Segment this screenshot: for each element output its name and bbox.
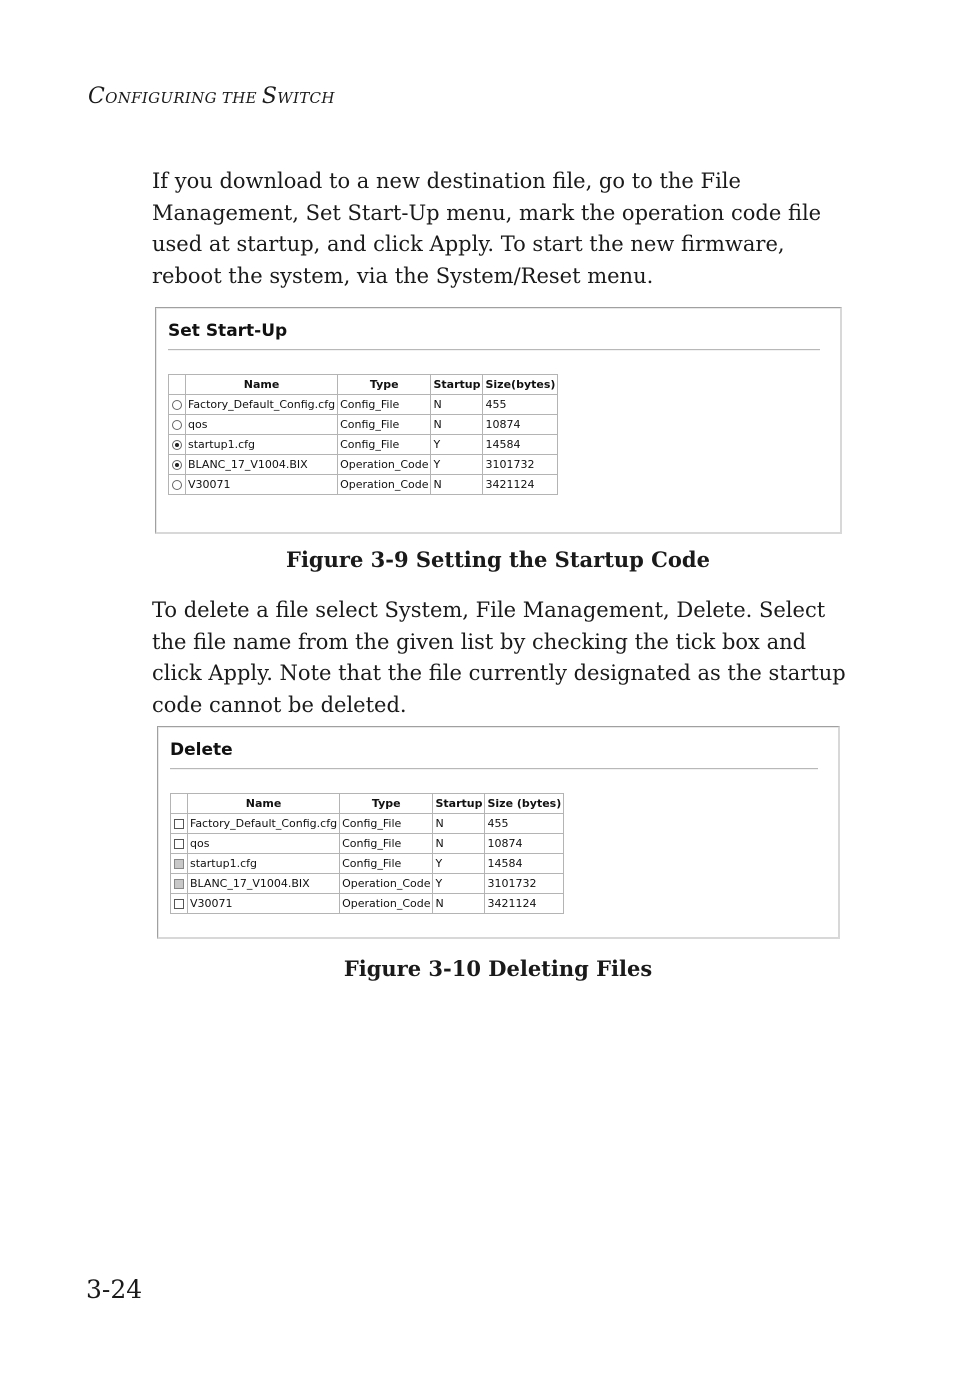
column-header-type: Type xyxy=(338,375,431,395)
table-row xyxy=(169,455,558,475)
file-size-cell: 14584 xyxy=(485,854,564,874)
column-header-name: Name xyxy=(188,794,340,814)
radio-button[interactable] xyxy=(172,400,182,410)
panel-divider xyxy=(168,349,820,351)
file-type-cell: Config_File xyxy=(340,834,433,854)
file-name-cell: qos xyxy=(186,415,338,435)
startup-flag-cell: Y xyxy=(433,874,485,894)
table-header-row xyxy=(169,375,558,395)
startup-flag-cell: N xyxy=(431,395,483,415)
file-name-cell: V30071 xyxy=(186,475,338,495)
column-header-startup: Startup xyxy=(431,375,483,395)
panel-title: Set Start-Up xyxy=(168,321,288,341)
radio-button[interactable] xyxy=(172,420,182,430)
file-type-cell: Config_File xyxy=(338,435,431,455)
file-type-cell: Config_File xyxy=(338,395,431,415)
panel-title: Delete xyxy=(170,740,233,760)
radio-button-selected[interactable] xyxy=(172,460,182,470)
file-size-cell: 3421124 xyxy=(485,894,564,914)
select-column-header xyxy=(169,375,186,395)
column-header-name: Name xyxy=(186,375,338,395)
select-column-header xyxy=(171,794,188,814)
running-head-rest-2: WITCH xyxy=(277,89,335,107)
set-startup-panel xyxy=(155,307,842,534)
radio-button-selected[interactable] xyxy=(172,440,182,450)
file-type-cell: Config_File xyxy=(338,415,431,435)
file-name-cell: BLANC_17_V1004.BIX xyxy=(188,874,340,894)
column-header-type: Type xyxy=(340,794,433,814)
file-size-cell: 3421124 xyxy=(483,475,558,495)
file-size-cell: 10874 xyxy=(485,834,564,854)
startup-flag-cell: Y xyxy=(433,854,485,874)
table-header-row xyxy=(171,794,564,814)
column-header-size: Size (bytes) xyxy=(485,794,564,814)
file-size-cell: 10874 xyxy=(483,415,558,435)
startup-file-table xyxy=(168,374,558,495)
table-row xyxy=(171,814,564,834)
startup-flag-cell: N xyxy=(433,814,485,834)
file-type-cell: Config_File xyxy=(340,854,433,874)
intro-paragraph: If you download to a new destination file, go to the File Management, Set Start-Up menu, mark the operation code file used at startup, and click Apply. To start the new firmware, reboot the system, via the System/Reset menu. xyxy=(152,169,822,288)
startup-flag-cell: N xyxy=(431,415,483,435)
file-name-cell: startup1.cfg xyxy=(188,854,340,874)
radio-button[interactable] xyxy=(172,480,182,490)
startup-flag-cell: Y xyxy=(431,435,483,455)
checkbox[interactable] xyxy=(174,819,184,829)
file-name-cell: qos xyxy=(188,834,340,854)
checkbox-disabled xyxy=(174,879,184,889)
table-row xyxy=(169,395,558,415)
table-row xyxy=(171,894,564,914)
startup-flag-cell: Y xyxy=(431,455,483,475)
delete-paragraph: To delete a file select System, File Management, Delete. Select the file name from the given list by checking the tick box and click Apply. Note that the file currently designated as the startup code cannot be deleted. xyxy=(152,598,846,717)
file-name-cell: Factory_Default_Config.cfg xyxy=(186,395,338,415)
checkbox[interactable] xyxy=(174,839,184,849)
checkbox[interactable] xyxy=(174,899,184,909)
table-row xyxy=(169,435,558,455)
delete-file-table xyxy=(170,793,564,914)
file-size-cell: 455 xyxy=(483,395,558,415)
column-header-size: Size(bytes) xyxy=(483,375,558,395)
page-number: 3-24 xyxy=(86,1275,143,1304)
table-row xyxy=(171,874,564,894)
table-row xyxy=(169,475,558,495)
table-row xyxy=(169,415,558,435)
running-head-rest-1: ONFIGURING THE xyxy=(105,89,262,107)
file-type-cell: Config_File xyxy=(340,814,433,834)
running-head-initial-2: S xyxy=(261,84,278,109)
file-name-cell: startup1.cfg xyxy=(186,435,338,455)
figure-caption: Figure 3-9 Setting the Startup Code xyxy=(286,547,710,572)
file-size-cell: 14584 xyxy=(483,435,558,455)
startup-flag-cell: N xyxy=(433,834,485,854)
panel-divider xyxy=(170,768,818,770)
column-header-startup: Startup xyxy=(433,794,485,814)
running-head-initial-1: C xyxy=(88,84,106,109)
checkbox-disabled xyxy=(174,859,184,869)
file-name-cell: Factory_Default_Config.cfg xyxy=(188,814,340,834)
table-row xyxy=(171,854,564,874)
file-name-cell: BLANC_17_V1004.BIX xyxy=(186,455,338,475)
file-type-cell: Operation_Code xyxy=(340,894,433,914)
file-size-cell: 3101732 xyxy=(483,455,558,475)
delete-panel xyxy=(157,726,840,939)
file-type-cell: Operation_Code xyxy=(340,874,433,894)
startup-flag-cell: N xyxy=(433,894,485,914)
table-row xyxy=(171,834,564,854)
file-size-cell: 455 xyxy=(485,814,564,834)
file-name-cell: V30071 xyxy=(188,894,340,914)
file-type-cell: Operation_Code xyxy=(338,475,431,495)
file-size-cell: 3101732 xyxy=(485,874,564,894)
running-head xyxy=(88,84,335,109)
file-type-cell: Operation_Code xyxy=(338,455,431,475)
figure-caption: Figure 3-10 Deleting Files xyxy=(343,956,653,981)
startup-flag-cell: N xyxy=(431,475,483,495)
